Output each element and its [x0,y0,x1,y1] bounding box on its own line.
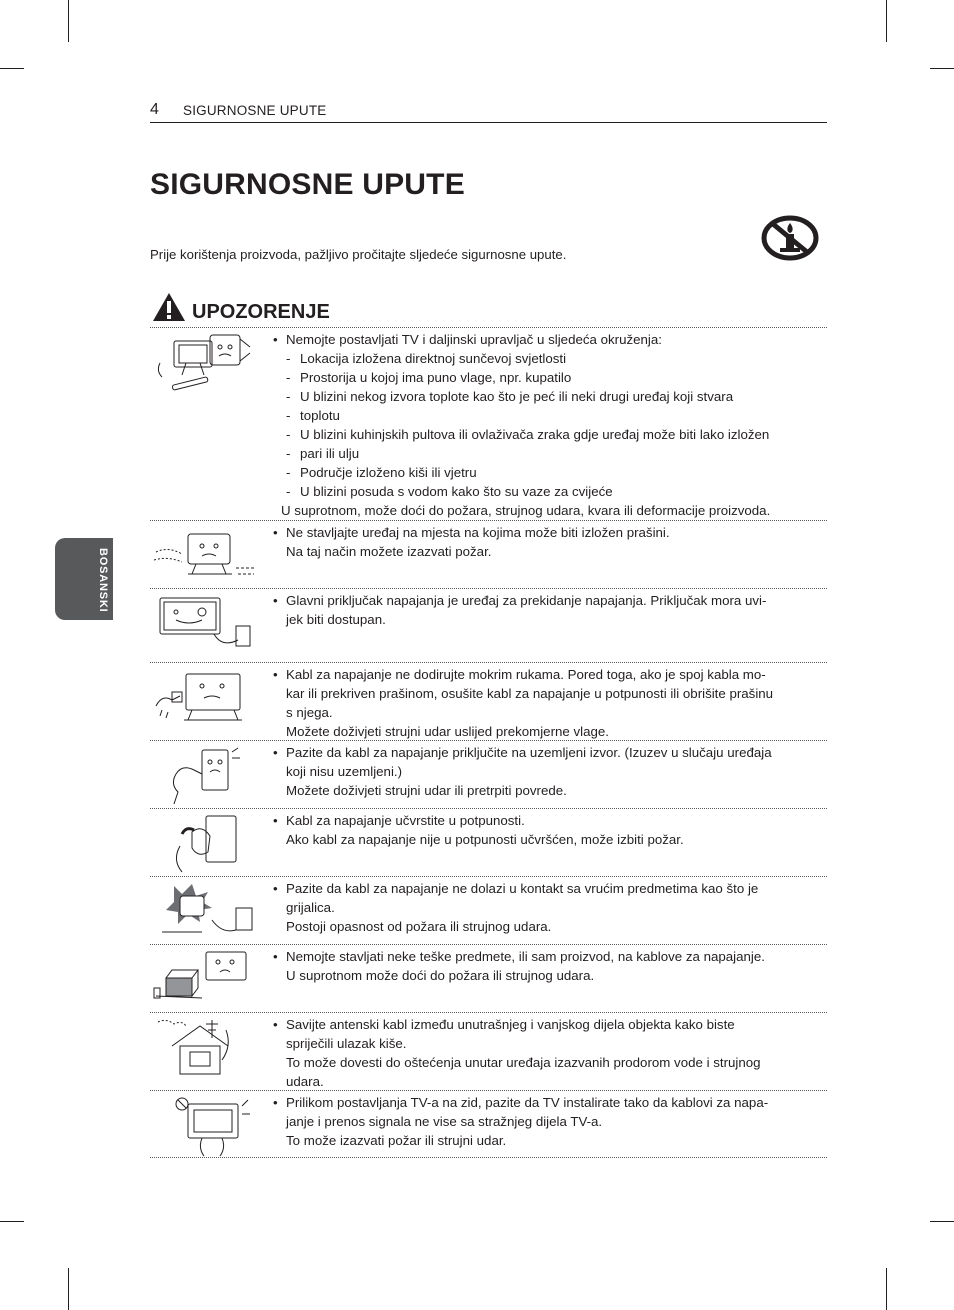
warning-text: janje i prenos signala ne vise sa stražnjeg dijela TV-a. [286,1114,603,1129]
warning-label: UPOZORENJE [192,301,330,323]
tv-environment-illustration [152,331,260,395]
warning-subitem-cont: pari ili ulju [300,446,360,461]
warning-text: • Kabl za napajanje učvrstite u potpunosti. [271,811,827,830]
warning-text: • Glavni priključak napajanja je uređaj za prekidanje napajanja. Priključak mora uvi- [271,591,827,610]
header-section: SIGURNOSNE UPUTE [183,103,327,118]
warning-subitem: - Područje izloženo kiši ili vjetru [271,463,827,482]
warning-subitem-cont: toplotu [300,408,340,423]
warning-text: Postoji opasnost od požara ili strujnog udara. [286,919,552,934]
heater-illustration [152,880,260,944]
crop-mark [0,68,24,69]
warning-text: kar ili prekriven prašinom, osušite kabl za napajanje u potpunosti ili obrišite prašinu [286,686,774,701]
warning-text: koji nisu uzemljeni.) [286,764,403,779]
wet-hands-illustration [152,666,260,730]
page-header [150,101,827,123]
heavy-objects-illustration [152,948,260,1012]
warning-text: udara. [286,1074,324,1089]
crop-mark [930,68,954,69]
warning-text: Na taj način možete izazvati požar. [286,544,492,559]
crop-mark [68,0,69,42]
warning-row [150,808,827,876]
warning-text: • Savijte antenski kabl između unutrašnjeg i vanjskog dijela objekta kako biste [271,1015,827,1034]
page-title: SIGURNOSNE UPUTE [150,168,465,201]
warning-subitem: - U blizini kuhinjskih pultova ili ovlaživača zraka gdje uređaj može biti lako izložen [271,425,827,444]
warning-text: To može izazvati požar ili strujni udar. [286,1133,507,1148]
warning-subitem: - U blizini posuda s vodom kako što su vaze za cvijeće [271,482,827,501]
warning-subitem: - U blizini nekog izvora toplote kao što je peć ili neki drugi uređaj koji stvara [271,387,827,406]
warning-consequence: U suprotnom, može doći do požara, strujnog udara, kvara ili deformacije proizvoda. [281,503,771,518]
warning-row [150,662,827,740]
warning-text: Ako kabl za napajanje nije u potpunosti učvršćen, može izbiti požar. [286,832,684,847]
warning-text: • Nemojte postavljati TV i daljinski upravljač u sljedeća okruženja: [271,330,827,349]
language-tab-label: BOSANSKI [97,547,109,613]
warning-list [150,327,827,1158]
warning-text: To može dovesti do oštećenja unutar uređaja izazvanih prodorom vode i strujnog [286,1055,761,1070]
power-plug-illustration [152,592,260,656]
crop-mark [68,1268,69,1310]
warning-row [150,327,827,520]
intro-text: Prije korištenja proizvoda, pažljivo pročitajte sljedeće sigurnosne upute. [150,247,567,262]
dust-illustration [152,524,260,588]
warning-text: • Pazite da kabl za napajanje priključite na uzemljeni izvor. (Izuzev u slučaju uređaja [271,743,827,762]
warning-text: • Nemojte stavljati neke teške predmete, ili sam proizvod, na kablove za napajanje. [271,947,827,966]
crop-mark [0,1221,24,1222]
warning-subitem: - Lokacija izložena direktnoj sunčevoj svjetlosti [271,349,827,368]
warning-text: U suprotnom može doći do požara ili strujnog udara. [286,968,595,983]
warning-text: Možete doživjeti strujni udar uslijed prekomjerne vlage. [286,724,609,739]
warning-subitem [271,444,827,463]
warning-text: grijalica. [286,900,335,915]
crop-mark [930,1221,954,1222]
warning-text: • Ne stavljajte uređaj na mjesta na kojima može biti izložen prašini. [271,523,827,542]
warning-row [150,876,827,944]
warning-row [150,588,827,662]
warning-text: Možete doživjeti strujni udar ili pretrpiti povrede. [286,783,567,798]
warning-subitem [271,406,827,425]
warning-text: • Prilikom postavljanja TV-a na zid, pazite da TV instalirate tako da kablovi za napa- [271,1093,827,1112]
grounded-outlet-illustration [152,744,260,808]
secure-plug-illustration [152,812,260,876]
warning-row [150,1090,827,1158]
warning-row [150,1012,827,1090]
warning-triangle-icon [152,292,186,322]
antenna-cable-illustration [152,1016,260,1080]
warning-text: • Kabl za napajanje ne dodirujte mokrim rukama. Pored toga, ako je spoj kabla mo- [271,665,827,684]
wall-mount-illustration [152,1094,260,1158]
warning-text: • Pazite da kabl za napajanje ne dolazi u kontakt sa vrućim predmetima kao što je [271,879,827,898]
warning-row [150,520,827,588]
no-open-flame-icon [761,214,819,262]
warning-text: s njega. [286,705,333,720]
warning-row [150,944,827,1012]
warning-row [150,740,827,808]
crop-mark [886,1268,887,1310]
warning-text: spriječili ulazak kiše. [286,1036,407,1051]
warning-text: jek biti dostupan. [286,612,386,627]
crop-mark [886,0,887,42]
page-number: 4 [150,101,159,118]
warning-subitem: - Prostorija u kojoj ima puno vlage, npr. kupatilo [271,368,827,387]
